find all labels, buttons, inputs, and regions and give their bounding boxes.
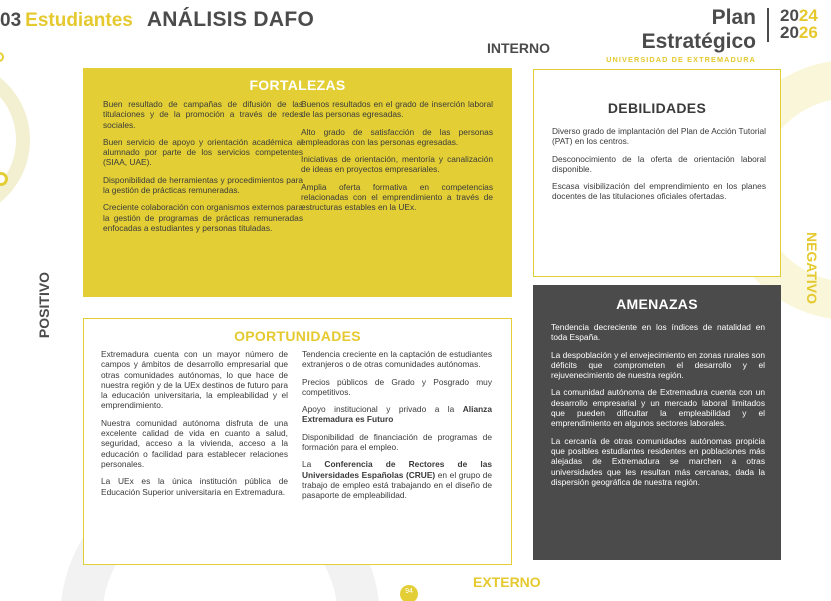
fortalezas-item: Creciente colaboración con organismos externos para la gestión de programas de prácticas remuneradas enfocadas a estudiantes y personas tituladas. (103, 202, 303, 233)
fortalezas-item: Disponibilidad de herramientas y procedimientos para la gestión de prácticas remuneradas. (103, 174, 303, 196)
fortalezas-column-right (301, 99, 493, 220)
brand-block (592, 6, 756, 64)
amenazas-item: La cercanía de otras comunidades autónomas propicia que posibles estudiantes residentes en poblaciones más alejadas de Extremadura se marchen a otras universidades que les resultan más cercanas, dada la dispersión geográfica de nuestra región. (551, 435, 765, 487)
debilidades-item: Escasa visibilización del emprendimiento en los planes docentes de las titulaciones oficiales ofertadas. (552, 181, 766, 202)
fortalezas-item: Alto grado de satisfacción de las personas empleadoras con las personas egresadas. (301, 126, 493, 147)
fortalezas-item: Buen servicio de apoyo y orientación académica al alumnado por parte de los servicios competentes (SIAA, UAE). (103, 136, 303, 168)
amenazas-item: La despoblación y el envejecimiento en zonas rurales son déficits que comprometen el desarrollo y el rejuvenecimiento de nuestra región. (551, 349, 765, 381)
section-header (0, 8, 314, 38)
oportunidades-item: Disponibilidad de financiación de programas de formación para el empleo. (302, 431, 492, 453)
crue-prefix: La (302, 459, 325, 470)
section-name: Estudiantes (25, 10, 133, 31)
crue-name: Conferencia de Rectores de las Universidades Españolas (CRUE) (302, 459, 492, 480)
fortalezas-item: Amplia oferta formativa en competencias relacionadas con el emprendimiento a través de estructuras estables en la UEx. (301, 181, 493, 213)
amenazas-item: La comunidad autónoma de Extremadura cuenta con un desarrollo empresarial y un mercado laboral limitados que pueden dificultar la empleabilidad y el emprendimiento en algunos sectores laborales. (551, 387, 765, 429)
oportunidades-item: Nuestra comunidad autónoma disfruta de una excelente calidad de vida en cuanto a salud, seguridad, acceso a la vivienda, acceso a la educación o facilidad para establecer relaciones personales. (101, 417, 288, 469)
oportunidades-item: La UEx es la única institución pública de Educación Superior universitaria en Extremadura. (101, 476, 288, 497)
oportunidades-item: Extremadura cuenta con un mayor número de campos y ámbitos de desarrollo empresarial que otras comunidades autónomas, lo que hace de nuestra región y de la UEx destinos de futuro para la educación universitaria, la empleabilidad y el emprendimiento. (101, 349, 288, 411)
amenazas-item: Tendencia decreciente en los índices de natalidad en toda España. (551, 322, 765, 343)
page-number: 94 (400, 585, 418, 601)
quadrant-amenazas (533, 285, 781, 560)
year-start-prefix: 20 (780, 6, 799, 25)
debilidades-item: Desconocimiento de la oferta de orientación laboral disponible. (552, 153, 766, 174)
fortalezas-column-left (103, 99, 303, 240)
fortalezas-item: Iniciativas de orientación, mentoría y canalización de ideas en proyectos empresariales. (301, 154, 493, 175)
crue-suffix: en el grupo de trabajo de empleo está trabajando en el diseño de pasaporte de empleabilidad. (302, 469, 492, 501)
oportunidades-title: OPORTUNIDADES (234, 328, 361, 344)
axis-label-positivo: POSITIVO (36, 271, 52, 339)
section-number: 03 (0, 10, 22, 31)
axis-label-negativo: NEGATIVO (804, 231, 820, 305)
decorative-arc-left (0, 60, 30, 220)
fortalezas-title: FORTALEZAS (249, 77, 346, 93)
amenazas-title: AMENAZAS (616, 296, 698, 312)
brand-title: Plan Estratégico (641, 6, 756, 53)
quadrant-debilidades (533, 69, 781, 277)
oportunidades-item (302, 459, 492, 500)
decorative-dot-top (0, 52, 4, 62)
quadrant-oportunidades (83, 318, 512, 565)
year-end-prefix: 20 (780, 23, 799, 42)
plan-years (780, 7, 818, 41)
brand-subtitle: UNIVERSIDAD DE EXTREMADURA (606, 55, 756, 64)
fortalezas-item: Buenos resultados en el grado de inserción laboral de las personas egresadas. (301, 99, 493, 120)
brand-divider (767, 8, 769, 42)
alianza-prefix: Apoyo institucional y privado a la (302, 404, 463, 415)
debilidades-item: Diverso grado de implantación del Plan de Acción Tutorial (PAT) en los centros. (552, 126, 766, 147)
oportunidades-column-left (101, 349, 288, 504)
alianza-name: Alianza Extremadura es Futuro (302, 404, 492, 425)
oportunidades-item: Precios públicos de Grado y Posgrado muy competitivos. (302, 376, 492, 397)
year-end-suffix: 26 (798, 23, 818, 42)
debilidades-title: DEBILIDADES (607, 100, 707, 116)
axis-label-interno: INTERNO (487, 40, 550, 56)
oportunidades-column-right (302, 349, 492, 508)
oportunidades-item (302, 404, 492, 425)
fortalezas-item: Buen resultado de campañas de difusión de las titulaciones y de la promoción a través de redes sociales. (103, 99, 303, 130)
quadrant-fortalezas (83, 68, 512, 297)
axis-label-externo: EXTERNO (473, 574, 541, 590)
page-title: ANÁLISIS DAFO (146, 8, 315, 31)
amenazas-column (551, 322, 765, 494)
debilidades-column (552, 126, 766, 209)
oportunidades-item: Tendencia creciente en la captación de estudiantes extranjeros o de otras comunidades autónomas. (302, 349, 492, 370)
year-start-suffix: 24 (798, 6, 818, 25)
